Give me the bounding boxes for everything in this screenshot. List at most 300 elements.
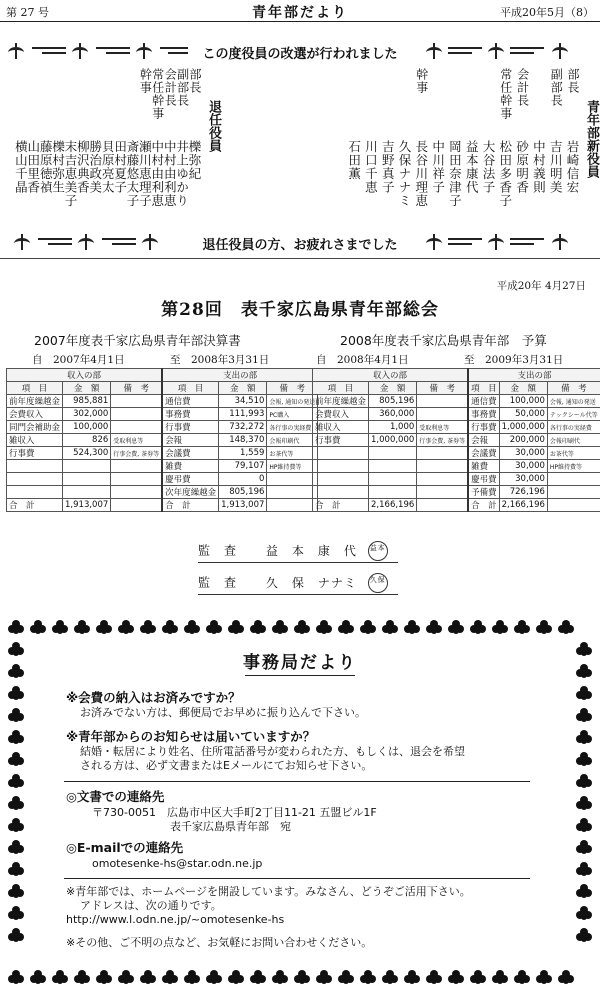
clover-icon: [8, 906, 24, 922]
expense-note: 会報印刷代: [547, 434, 600, 447]
signature-line: [198, 562, 398, 563]
empty-cell: [267, 499, 318, 512]
income-note: [417, 408, 468, 421]
clover-icon: [536, 970, 552, 986]
clover-icon: [470, 970, 486, 986]
clover-icon: [558, 620, 574, 636]
retired-officer-role: 幹事: [138, 68, 153, 94]
new-officer-name: 長谷川理恵: [413, 140, 429, 208]
income-item: 前年度繰越金: [313, 395, 369, 408]
new-officer-name: 岡田奈津子: [447, 140, 463, 208]
clover-icon: [576, 708, 592, 724]
income-item: 行事費: [7, 447, 63, 460]
clover-icon: [576, 796, 592, 812]
decor-lines: [510, 236, 544, 248]
income-item: 会費収入: [7, 408, 63, 421]
auditor-seal: 益本: [368, 541, 388, 561]
col-amount: 金 額: [63, 382, 111, 395]
table-row: [7, 486, 318, 499]
expense-amount: 200,000: [499, 434, 547, 447]
decor-lines: [448, 45, 482, 57]
col-item: 項 目: [7, 382, 63, 395]
expense-note: [267, 486, 318, 499]
expense-item: 次年度繰越金: [162, 486, 219, 499]
total-row: [7, 499, 318, 512]
signature-line: [198, 594, 398, 595]
expense-item: 雑費: [162, 460, 219, 473]
clover-icon: [8, 818, 24, 834]
col-item: 項 目: [313, 382, 369, 395]
empty-cell: [417, 473, 468, 486]
retired-officer-name: 井上ゆかり: [174, 140, 190, 208]
clover-icon: [492, 620, 508, 636]
expense-note: 会報, 通知の発送: [267, 395, 318, 408]
clover-icon: [514, 970, 530, 986]
clover-icon: [492, 970, 508, 986]
clover-icon: [8, 840, 24, 856]
settlement-table: [6, 368, 318, 512]
income-section-label: 収入の部: [7, 369, 163, 382]
income-note: 行事会費, 茶券等: [417, 434, 468, 447]
section-divider: [0, 258, 600, 259]
table-row: [313, 408, 600, 421]
income-note: 行事会費, 茶券等: [111, 447, 162, 460]
issue-number: 第 27 号: [6, 6, 49, 19]
budget-from: 自 2008年4月1日: [316, 354, 409, 366]
clover-icon: [52, 970, 68, 986]
empty-cell: [417, 447, 468, 460]
expense-amount: 100,000: [499, 395, 547, 408]
answer-notice-1: 結婚・転居により姓名、住所電話番号が変わられた方、もしくは、退会を希望: [80, 745, 465, 758]
bamboo-icon: [424, 234, 444, 250]
empty-cell: [369, 486, 417, 499]
answer-fee: お済みでない方は、郵便局でお早めに振り込んで下さい。: [80, 706, 366, 719]
clover-icon: [426, 970, 442, 986]
clover-icon: [206, 970, 222, 986]
empty-cell: [417, 486, 468, 499]
clover-icon: [338, 620, 354, 636]
clover-icon: [30, 620, 46, 636]
auditor-label: 監 査: [198, 575, 238, 590]
bamboo-icon: [424, 43, 444, 59]
clover-icon: [118, 970, 134, 986]
auditor-2: [198, 573, 388, 593]
settlement-title: 2007年度表千家広島県青年部決算書: [34, 333, 241, 348]
clover-icon: [96, 970, 112, 986]
income-amount: 100,000: [63, 421, 111, 434]
expense-note: [547, 473, 600, 486]
income-item: 行事費: [313, 434, 369, 447]
expense-amount: 1,559: [219, 447, 267, 460]
expense-item: 会報: [468, 434, 499, 447]
empty-cell: [417, 499, 468, 512]
empty-cell: [313, 486, 369, 499]
clover-icon: [228, 620, 244, 636]
income-item: 雑収入: [313, 421, 369, 434]
retired-officer-role: 副部長: [175, 68, 190, 107]
empty-cell: [7, 460, 63, 473]
col-note: 備 考: [547, 382, 600, 395]
retired-officer-name: 勝治政美: [87, 140, 103, 194]
bamboo-icon: [550, 43, 570, 59]
clover-icon: [382, 620, 398, 636]
empty-cell: [369, 447, 417, 460]
banner-officer-change: [4, 40, 596, 62]
meeting-title: 第28回 表千家広島県青年部総会: [161, 300, 439, 320]
clover-icon: [576, 774, 592, 790]
empty-cell: [63, 460, 111, 473]
expense-note: 会報印刷代: [267, 434, 318, 447]
divider: [64, 781, 530, 782]
new-officer-name: 吉野真子: [380, 140, 396, 194]
inquiry-note: ※その他、ご不明の点など、お気軽にお問い合わせください。: [66, 936, 373, 949]
income-amount: 302,000: [63, 408, 111, 421]
expense-amount: 111,993: [219, 408, 267, 421]
retired-officer-role: 会計長: [163, 68, 178, 107]
retired-officer-role: 常任幹事: [150, 68, 165, 120]
clover-icon: [8, 620, 24, 636]
banner-text: この度役員の改選が行われました: [202, 47, 398, 62]
settlement-to: 至 2008年3月31日: [170, 354, 270, 366]
empty-cell: [63, 473, 111, 486]
income-amount: 1,000,000: [369, 434, 417, 447]
retired-officer-name: 斎藤悠太子: [125, 140, 140, 208]
budget-title: 2008年度表千家広島県青年部 予算: [340, 333, 547, 348]
new-officer-name: 大谷法子: [481, 140, 496, 194]
income-amount: 826: [63, 434, 111, 447]
retired-officer-name: 櫟弥紀: [187, 140, 202, 181]
income-note: [111, 408, 162, 421]
col-amount: 金 額: [369, 382, 417, 395]
new-officer-role: 部長: [566, 68, 580, 94]
clover-icon: [8, 730, 24, 746]
empty-cell: [369, 473, 417, 486]
office-news-title: 事務局だより: [243, 653, 357, 673]
retired-officer-name: 櫟村弥生: [50, 140, 66, 194]
new-officer-name: 川口千恵: [363, 140, 379, 194]
office-news-header: [40, 648, 560, 676]
clover-icon: [576, 664, 592, 680]
clover-icon: [536, 620, 552, 636]
table-row: [7, 421, 318, 434]
decor-lines: [510, 45, 544, 57]
empty-cell: [313, 473, 369, 486]
expense-note: お茶代等: [547, 447, 600, 460]
auditor-label: 監 査: [198, 543, 238, 558]
col-note: 備 考: [417, 382, 468, 395]
clover-icon: [576, 884, 592, 900]
clover-icon: [250, 620, 266, 636]
total-label: 合 計: [7, 499, 63, 512]
clover-icon: [140, 620, 156, 636]
empty-cell: [111, 460, 162, 473]
clover-icon: [8, 642, 24, 658]
total-label: 合 計: [313, 499, 369, 512]
clover-icon: [316, 970, 332, 986]
expense-note: お茶代等: [267, 447, 318, 460]
clover-icon: [558, 970, 574, 986]
income-note: [111, 421, 162, 434]
income-item: 前年度繰越金: [7, 395, 63, 408]
new-officer-name: 松田多香子: [497, 140, 513, 208]
income-total: 2,166,196: [369, 499, 417, 512]
new-officer-name: 中村義則: [531, 140, 547, 194]
contact-email-heading: ◎E-mailでの連絡先: [66, 840, 184, 855]
settlement-from: 自 2007年4月1日: [32, 354, 125, 366]
clover-icon: [8, 752, 24, 768]
clover-icon: [52, 620, 68, 636]
expense-amount: 732,272: [219, 421, 267, 434]
budget-to: 至 2009年3月31日: [464, 354, 564, 366]
clover-icon: [576, 686, 592, 702]
retired-officer-name: 柳沢典香: [75, 140, 91, 194]
expense-item: 雑費: [468, 460, 499, 473]
clover-icon: [448, 970, 464, 986]
question-fee: ※会費の納入はお済みですか？: [66, 690, 241, 705]
retired-officer-name: 末吉恵美子: [63, 140, 78, 208]
new-officer-name: 砂原明香: [514, 140, 530, 194]
new-officer-role: 副部長: [549, 68, 564, 107]
income-amount: 524,300: [63, 447, 111, 460]
table-row: [7, 473, 318, 486]
expense-total: 2,166,196: [499, 499, 547, 512]
table-row: [313, 447, 600, 460]
income-note: 受取利息等: [417, 421, 468, 434]
income-item: 雑収入: [7, 434, 63, 447]
clover-icon: [576, 906, 592, 922]
table-row: [313, 434, 600, 447]
expense-item: 会議費: [468, 447, 499, 460]
decor-lines: [448, 236, 482, 248]
bamboo-icon: [486, 43, 506, 59]
income-note: [417, 395, 468, 408]
homepage-note-2: アドレスは、次の通りです。: [80, 899, 222, 912]
answer-notice-2: される方は、必ず文書またはEメールにてお知らせ下さい。: [80, 759, 373, 772]
clover-icon: [514, 620, 530, 636]
col-amount: 金 額: [219, 382, 267, 395]
clover-icon: [576, 642, 592, 658]
bamboo-icon: [550, 234, 570, 250]
clover-icon: [470, 620, 486, 636]
col-note: 備 考: [111, 382, 162, 395]
empty-cell: [111, 486, 162, 499]
table-row: [7, 395, 318, 408]
new-officer-role: 幹事: [414, 68, 429, 94]
empty-cell: [111, 473, 162, 486]
table-row: [7, 434, 318, 447]
expense-amount: 50,000: [499, 408, 547, 421]
new-officers-heading: 青年部新役員: [584, 100, 599, 178]
table-row: [7, 460, 318, 473]
expense-amount: 30,000: [499, 473, 547, 486]
clover-icon: [184, 620, 200, 636]
empty-cell: [63, 486, 111, 499]
income-total: 1,913,007: [63, 499, 111, 512]
clover-icon: [576, 840, 592, 856]
expense-item: 会議費: [162, 447, 219, 460]
empty-cell: [547, 499, 600, 512]
date-page: 平成20年5月（8）: [500, 6, 594, 19]
new-officer-name: 中川祥子: [430, 140, 446, 194]
new-officer-role: 会計長: [515, 68, 530, 107]
page-header: [0, 0, 600, 22]
empty-cell: [369, 460, 417, 473]
expense-section-label: 支出の部: [162, 369, 318, 382]
empty-cell: [111, 499, 162, 512]
clover-icon: [8, 774, 24, 790]
clover-icon: [30, 970, 46, 986]
expense-note: 各行事の実経費: [267, 421, 318, 434]
empty-cell: [313, 447, 369, 460]
clover-icon: [404, 970, 420, 986]
contact-recipient: 表千家広島県青年部 宛: [170, 820, 291, 833]
expense-item: 予備費: [468, 486, 499, 499]
clover-icon: [184, 970, 200, 986]
income-item: 同門会補助金: [7, 421, 63, 434]
clover-icon: [118, 620, 134, 636]
expense-note: HP維持費等: [547, 460, 600, 473]
clover-icon: [272, 970, 288, 986]
total-row: [313, 499, 600, 512]
clover-icon: [8, 796, 24, 812]
expense-amount: 148,370: [219, 434, 267, 447]
expense-note: 各行事の実経費: [547, 421, 600, 434]
homepage-url[interactable]: http://www.l.odn.ne.jp/~omotesenke-hs: [66, 913, 285, 926]
auditor-seal: 久保: [368, 573, 388, 593]
clover-icon: [360, 620, 376, 636]
table-row: [313, 460, 600, 473]
table-row: [313, 473, 600, 486]
clover-icon: [294, 620, 310, 636]
col-item: 項 目: [468, 382, 499, 395]
col-note: 備 考: [267, 382, 318, 395]
retired-officer-name: 山田里香: [25, 140, 41, 194]
expense-item: 事務費: [468, 408, 499, 421]
empty-cell: [7, 486, 63, 499]
clover-icon: [8, 884, 24, 900]
expense-item: 行事費: [162, 421, 219, 434]
income-amount: 360,000: [369, 408, 417, 421]
clover-icon: [272, 620, 288, 636]
expense-item: 通信費: [468, 395, 499, 408]
clover-icon: [576, 818, 592, 834]
clover-icon: [576, 730, 592, 746]
retired-officer-name: 藤原徳禎: [38, 140, 54, 194]
income-amount: 1,000: [369, 421, 417, 434]
table-row: [313, 395, 600, 408]
budget-table: [312, 368, 600, 512]
retired-officer-name: 瀬川恵理子: [137, 140, 153, 208]
clover-icon: [382, 970, 398, 986]
clover-icon: [338, 970, 354, 986]
expense-amount: 0: [219, 473, 267, 486]
income-item: 会費収入: [313, 408, 369, 421]
clover-icon: [576, 862, 592, 878]
table-row: [313, 421, 600, 434]
income-note: 受取利息等: [111, 434, 162, 447]
expense-amount: 1,000,000: [499, 421, 547, 434]
homepage-note: ※青年部では、ホームページを開設しています。みなさん、どうぞご活用下さい。: [66, 885, 471, 898]
col-amount: 金 額: [499, 382, 547, 395]
retired-officer-name: 中村由利恵: [162, 140, 178, 208]
clover-icon: [206, 620, 222, 636]
question-notice: ※青年部からのお知らせは届いていますか？: [66, 729, 316, 744]
clover-icon: [576, 928, 592, 944]
retired-officer-name: 中村由利恵: [149, 140, 165, 208]
expense-section-label: 支出の部: [468, 369, 600, 382]
clover-icon: [294, 970, 310, 986]
clover-icon: [96, 620, 112, 636]
new-officer-name: 久保ナナミ: [397, 140, 412, 208]
clover-icon: [140, 970, 156, 986]
meeting-date: 平成20年 4月27日: [496, 280, 586, 292]
auditor-1: [198, 541, 388, 561]
newsletter-title: 青年部だより: [252, 5, 348, 21]
total-label: 合 計: [468, 499, 499, 512]
empty-cell: [7, 473, 63, 486]
divider: [64, 878, 530, 879]
clover-icon: [8, 664, 24, 680]
clover-icon: [360, 970, 376, 986]
expense-item: 行事費: [468, 421, 499, 434]
empty-cell: [417, 460, 468, 473]
new-officer-name: 益本康代: [464, 140, 480, 194]
expense-amount: 34,510: [219, 395, 267, 408]
retired-officer-name: 横山千晶: [13, 140, 29, 194]
contact-mail-heading: ◎文書での連絡先: [66, 789, 165, 804]
bamboo-icon: [486, 234, 506, 250]
contact-email: omotesenke-hs@star.odn.ne.jp: [92, 857, 263, 870]
expense-amount: 79,107: [219, 460, 267, 473]
clover-icon: [8, 708, 24, 724]
retired-officer-name: 田村夏子: [112, 140, 128, 194]
expense-note: 会報, 通知の発送: [547, 395, 600, 408]
expense-amount: 805,196: [219, 486, 267, 499]
col-item: 項 目: [162, 382, 219, 395]
new-officer-role: 常任幹事: [498, 68, 513, 120]
clover-icon: [426, 620, 442, 636]
new-officer-name: 岩崎信宏: [565, 140, 580, 194]
clover-icon: [250, 970, 266, 986]
expense-note: [547, 486, 600, 499]
clover-icon: [162, 970, 178, 986]
expense-note: PC購入: [267, 408, 318, 421]
total-label: 合 計: [162, 499, 219, 512]
clover-icon: [576, 752, 592, 768]
auditor-name: 久 保 ナナミ: [265, 575, 357, 590]
new-officer-name: 吉川明美: [548, 140, 564, 194]
clover-icon: [228, 970, 244, 986]
clover-icon: [8, 970, 24, 986]
expense-item: 会報: [162, 434, 219, 447]
clover-icon: [74, 620, 90, 636]
clover-icon: [8, 686, 24, 702]
expense-amount: 30,000: [499, 460, 547, 473]
income-amount: 805,196: [369, 395, 417, 408]
expense-amount: 30,000: [499, 447, 547, 460]
clover-icon: [316, 620, 332, 636]
clover-icon: [8, 928, 24, 944]
expense-item: 慶弔費: [468, 473, 499, 486]
clover-icon: [404, 620, 420, 636]
expense-item: 事務費: [162, 408, 219, 421]
table-row: [313, 486, 600, 499]
expense-note: [267, 473, 318, 486]
contact-address: 〒730-0051 広島市中区大手町2丁目11-21 五盟ビル1F: [92, 806, 377, 819]
clover-icon: [448, 620, 464, 636]
auditor-name: 益 本 康 代: [265, 543, 357, 558]
table-row: [7, 447, 318, 460]
